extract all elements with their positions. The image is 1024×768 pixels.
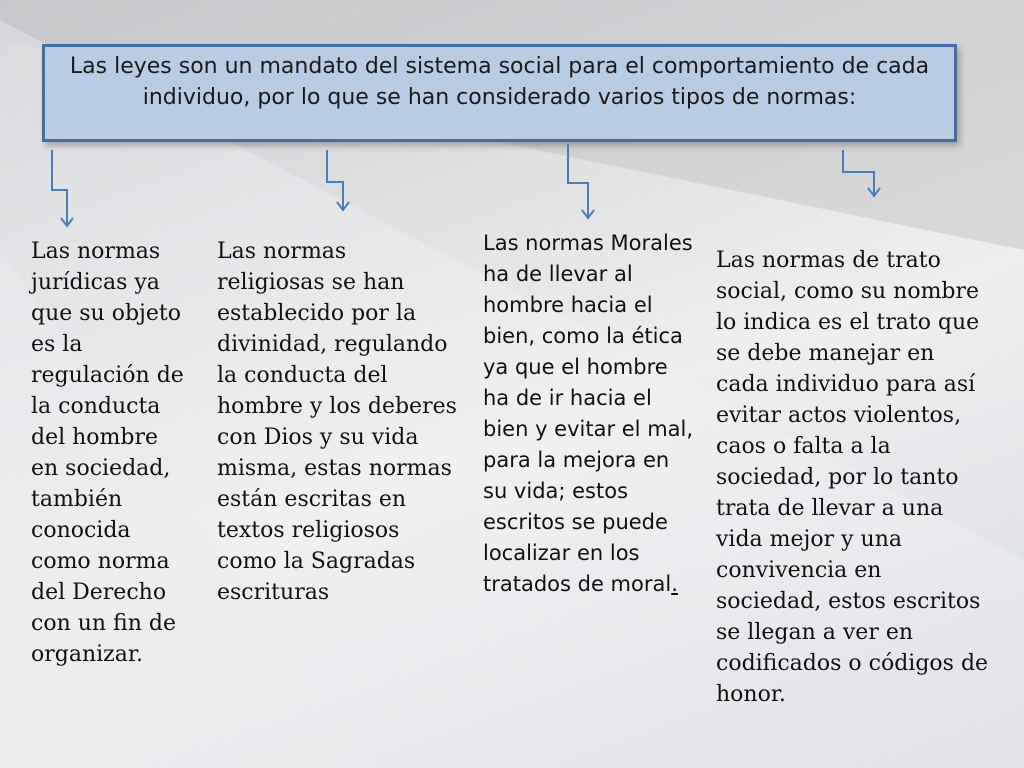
- norm-trato-social-body: Las normas de trato social, como su nombre lo indica es el trato que se debe manejar en cada individuo para así evitar actos violentos, caos o falta a la sociedad, por lo tanto trata de llevar a una vida mejor y una convivencia en sociedad, estos escritos se llegan a ver en codificados o códigos de honor.: [716, 248, 989, 707]
- norm-juridicas-body: Las normas jurídicas ya que su objeto es la regulación de la conducta del hombre en sociedad, también conocida como norma del Derecho con un fin de organizar.: [31, 239, 184, 667]
- norm-religiosas-body: Las normas religiosas se han establecido por la divinidad, regulando la conducta del hombre y los deberes con Dios y su vida misma, estas normas están escritas en textos religiosos como la Sagradas escrituras: [217, 239, 457, 605]
- norm-morales-text: [483, 228, 698, 600]
- intro-text-box: [42, 44, 957, 142]
- norm-morales-body: Las normas Morales ha de llevar al hombre hacia el bien, como la ética ya que el hombre ha de ir hacia el bien y evitar el mal, para la mejora en su vida; estos escritos se puede localizar en los tratados de moral: [483, 231, 694, 596]
- norm-juridicas-text: [31, 236, 191, 670]
- norm-religiosas-text: [217, 236, 457, 608]
- norm-morales-trailing-period: .: [671, 572, 678, 596]
- intro-text: Las leyes son un mandato del sistema social para el comportamiento de cada individuo, por lo que se han considerado varios tipos de normas:: [69, 54, 930, 110]
- norm-trato-social-text: [716, 245, 991, 710]
